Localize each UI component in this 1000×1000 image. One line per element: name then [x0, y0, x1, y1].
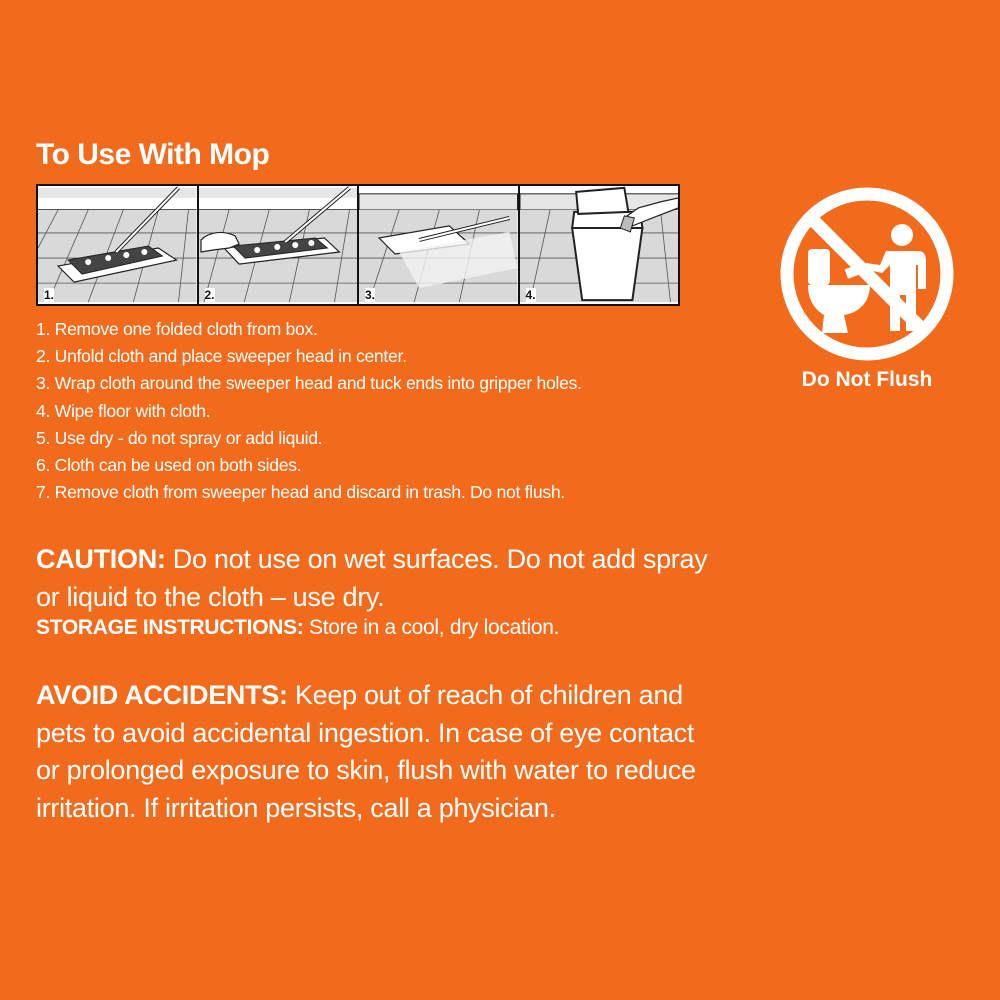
- avoid-text: Keep out of reach of children and pets to avoid accidental ingestion. In case of eye contact or prolonged exposure to skin, flush with water to reduce irritation. If irritation persists, call a physician.: [36, 680, 696, 823]
- do-not-flush-label: Do Not Flush: [801, 368, 933, 391]
- illustration-panel-1: [38, 186, 197, 304]
- section-title: To Use With Mop: [36, 138, 270, 171]
- wipe-floor-illustration: [359, 186, 518, 304]
- step-item: 4. Wipe floor with cloth.: [36, 400, 211, 421]
- storage-instructions: [36, 614, 559, 642]
- storage-label: STORAGE INSTRUCTIONS:: [36, 616, 304, 639]
- step-item: 2. Unfold cloth and place sweeper head in center.: [36, 346, 407, 367]
- avoid-accidents-notice: [36, 677, 696, 827]
- illustration-panel-3: [359, 186, 518, 304]
- mop-on-floor-illustration: [38, 186, 197, 304]
- panel-number: 1.: [44, 288, 55, 302]
- storage-text: Store in a cool, dry location.: [303, 616, 560, 639]
- instruction-illustrations: [36, 184, 680, 306]
- caution-text: Do not use on wet surfaces. Do not add spray or liquid to the cloth – use dry.: [36, 544, 708, 612]
- step-item: 1. Remove one folded cloth from box.: [36, 319, 318, 339]
- step-item: 6. Cloth can be used on both sides.: [36, 455, 302, 476]
- step-item: 3. Wrap cloth around the sweeper head and tuck ends into gripper holes.: [36, 373, 582, 394]
- step-item: 7. Remove cloth from sweeper head and discard in trash. Do not flush.: [36, 482, 565, 503]
- avoid-label: AVOID ACCIDENTS:: [36, 680, 288, 710]
- panel-number: 2.: [204, 288, 215, 302]
- hand-unfold-cloth-illustration: [199, 186, 358, 304]
- step-item: 5. Use dry - do not spray or add liquid.: [36, 427, 323, 448]
- panel-number: 4.: [525, 288, 536, 302]
- illustration-panel-4: [520, 186, 679, 304]
- discard-in-trash-illustration: [520, 186, 679, 304]
- caution-notice: [36, 540, 716, 616]
- instruction-steps: [36, 316, 582, 506]
- illustration-panel-2: [199, 186, 358, 304]
- no-flush-icon: [778, 185, 956, 363]
- caution-label: CAUTION:: [36, 544, 166, 574]
- panel-number: 3.: [365, 288, 376, 302]
